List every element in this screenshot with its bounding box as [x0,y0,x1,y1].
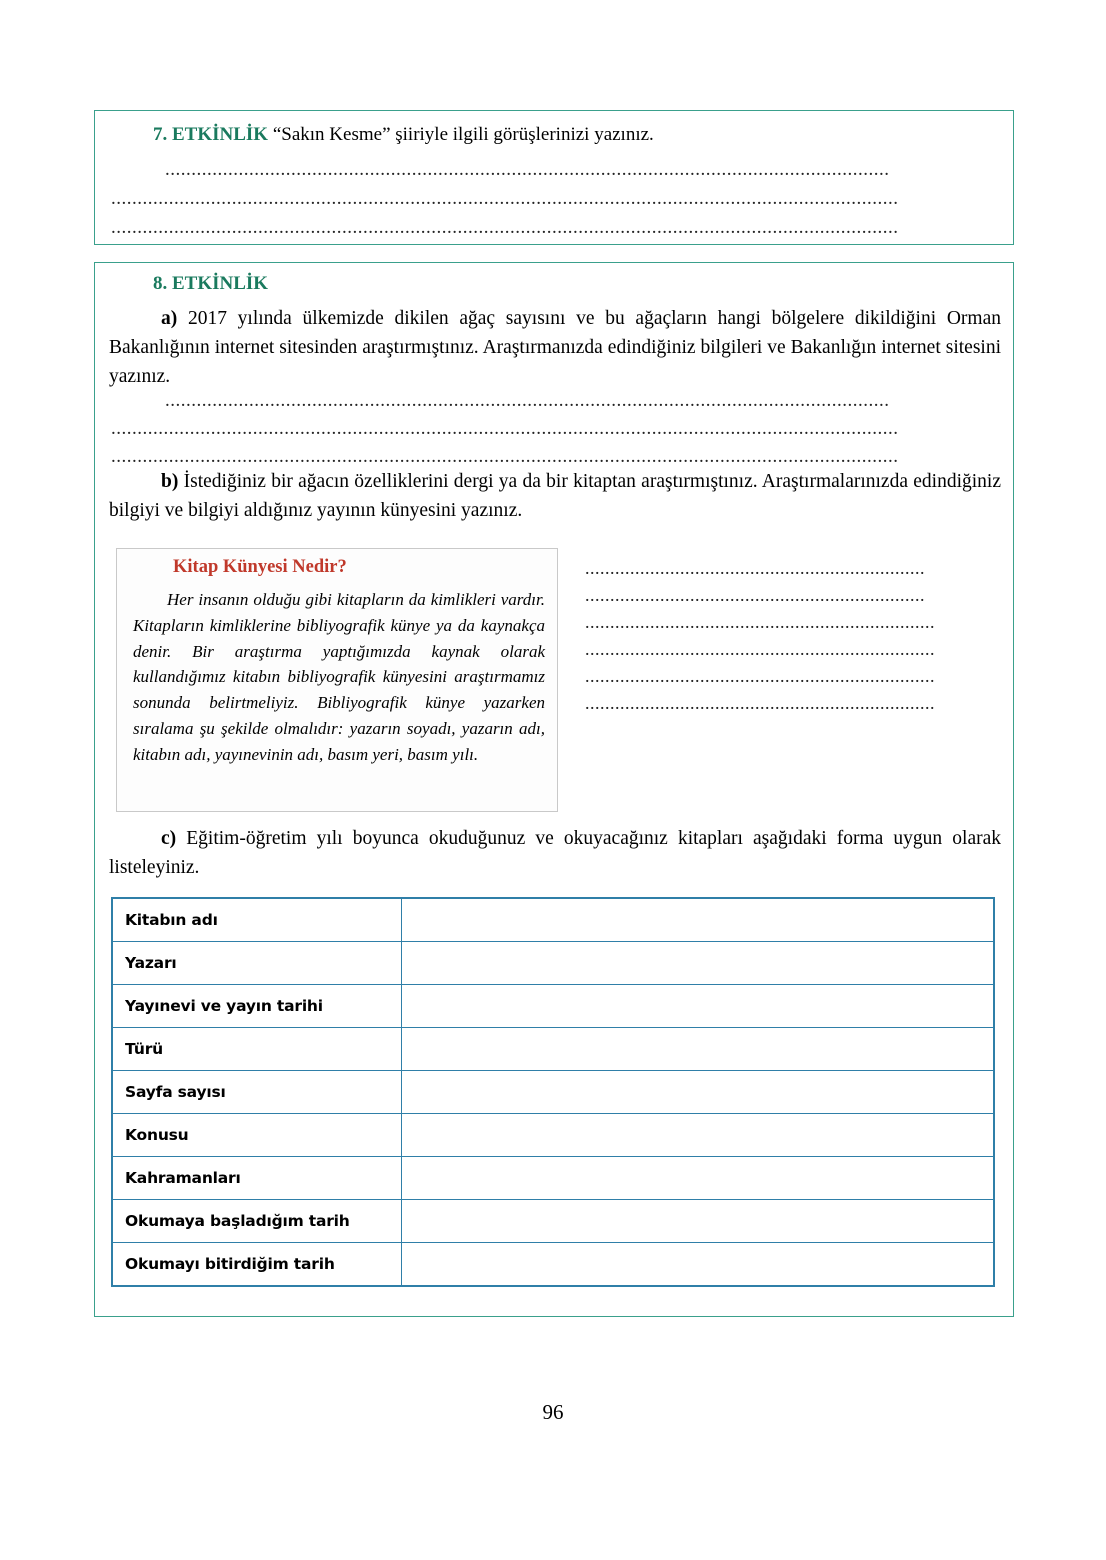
writing-line[interactable]: ...................................................................................................................................................... [111,446,899,467]
activity-7-box [94,110,1014,245]
writing-line[interactable]: .......................................................................................................................................... [165,159,890,180]
row-value-input[interactable] [401,942,994,985]
info-card-text: Her insanın olduğu gibi kitapların da kimlikleri vardır. Kitapların kimliklerine bibliyografik künye ya da kaynakça denir. Bir araştırma yaptığımızda kaynak olarak kullandığımız kitabın bibliyografik künyesini araştırmamız sonunda belirtmeliyiz. Bibliyografik künye yazarken sıralama şu şekilde olmalıdır: yazarın soyadı, yazarın adı, kitabın adı, yayınevinin adı, basım yeri, basım yılı. [133,590,545,764]
row-label: Okumayı bitirdiğim tarih [112,1243,401,1287]
answer-lines-group [585,555,1003,717]
table-row [112,1200,994,1243]
row-label: Sayfa sayısı [112,1071,401,1114]
writing-line[interactable]: ...................................................................... [585,693,935,713]
table-row [112,985,994,1028]
row-value-input[interactable] [401,1028,994,1071]
part-c-text: Eğitim-öğretim yılı boyunca okuduğunuz ve okuyacağınız kitapları aşağıdaki forma uygun olarak listeleyiniz. [109,828,1001,878]
row-label: Kahramanları [112,1157,401,1200]
writing-line[interactable]: ...................................................................... [585,666,935,686]
row-value-input[interactable] [401,1071,994,1114]
writing-line[interactable]: .................................................................... [585,558,925,578]
row-value-input[interactable] [401,898,994,942]
writing-line[interactable]: .......................................................................................................................................... [165,390,890,411]
activity-8-part-a [109,305,1001,392]
row-label: Konusu [112,1114,401,1157]
writing-line[interactable]: ...................................................................... [585,612,935,632]
activity-8-part-b [109,468,1001,526]
part-a-marker: a) [161,308,178,329]
activity-7-label: 7. ETKİNLİK [153,124,269,145]
info-card-title: Kitap Künyesi Nedir? [173,557,347,577]
activity-8-box [94,262,1014,1317]
table-row [112,1114,994,1157]
row-label: Kitabın adı [112,898,401,942]
row-value-input[interactable] [401,1114,994,1157]
writing-line[interactable]: ...................................................................................................................................................... [111,188,899,209]
table-row [112,898,994,942]
row-label: Yazarı [112,942,401,985]
table-row [112,942,994,985]
page-number: 96 [542,1400,564,1424]
book-form-table [111,897,995,1287]
table-row [112,1028,994,1071]
part-b-text: İstediğiniz bir ağacın özelliklerini dergi ya da bir kitaptan araştırmıştınız. Araştırmalarınızda edindiğiniz bilgiyi ve bilgiyi aldığınız yayının künyesini yazınız. [109,471,1001,521]
part-a-text: 2017 yılında ülkemizde dikilen ağaç sayısını ve bu ağaçların hangi bölgelere dikildiğini Orman Bakanlığının internet sitesinden araştırmıştınız. Araştırmanızda edindiğiniz bilgileri ve Bakanlığın internet sitesini yazınız. [109,308,1001,387]
table-row [112,1071,994,1114]
info-card-kitap-kunyesi [116,548,558,812]
writing-line[interactable]: ...................................................................................................................................................... [111,217,899,238]
row-value-input[interactable] [401,1200,994,1243]
row-value-input[interactable] [401,1243,994,1287]
row-label: Okumaya başladığım tarih [112,1200,401,1243]
activity-8-label: 8. ETKİNLİK [153,273,269,294]
writing-line[interactable]: .................................................................... [585,585,925,605]
row-label: Yayınevi ve yayın tarihi [112,985,401,1028]
table-row [112,1243,994,1287]
row-value-input[interactable] [401,1157,994,1200]
row-label: Türü [112,1028,401,1071]
part-c-marker: c) [161,828,177,849]
activity-7-heading [153,123,654,148]
writing-line[interactable]: ...................................................................... [585,639,935,659]
writing-line[interactable]: ...................................................................................................................................................... [111,418,899,439]
row-value-input[interactable] [401,985,994,1028]
activity-8-part-c [109,825,1001,883]
activity-7-prompt: “Sakın Kesme” şiiriyle ilgili görüşlerinizi yazınız. [272,124,654,145]
table-row [112,1157,994,1200]
part-b-marker: b) [161,471,179,492]
